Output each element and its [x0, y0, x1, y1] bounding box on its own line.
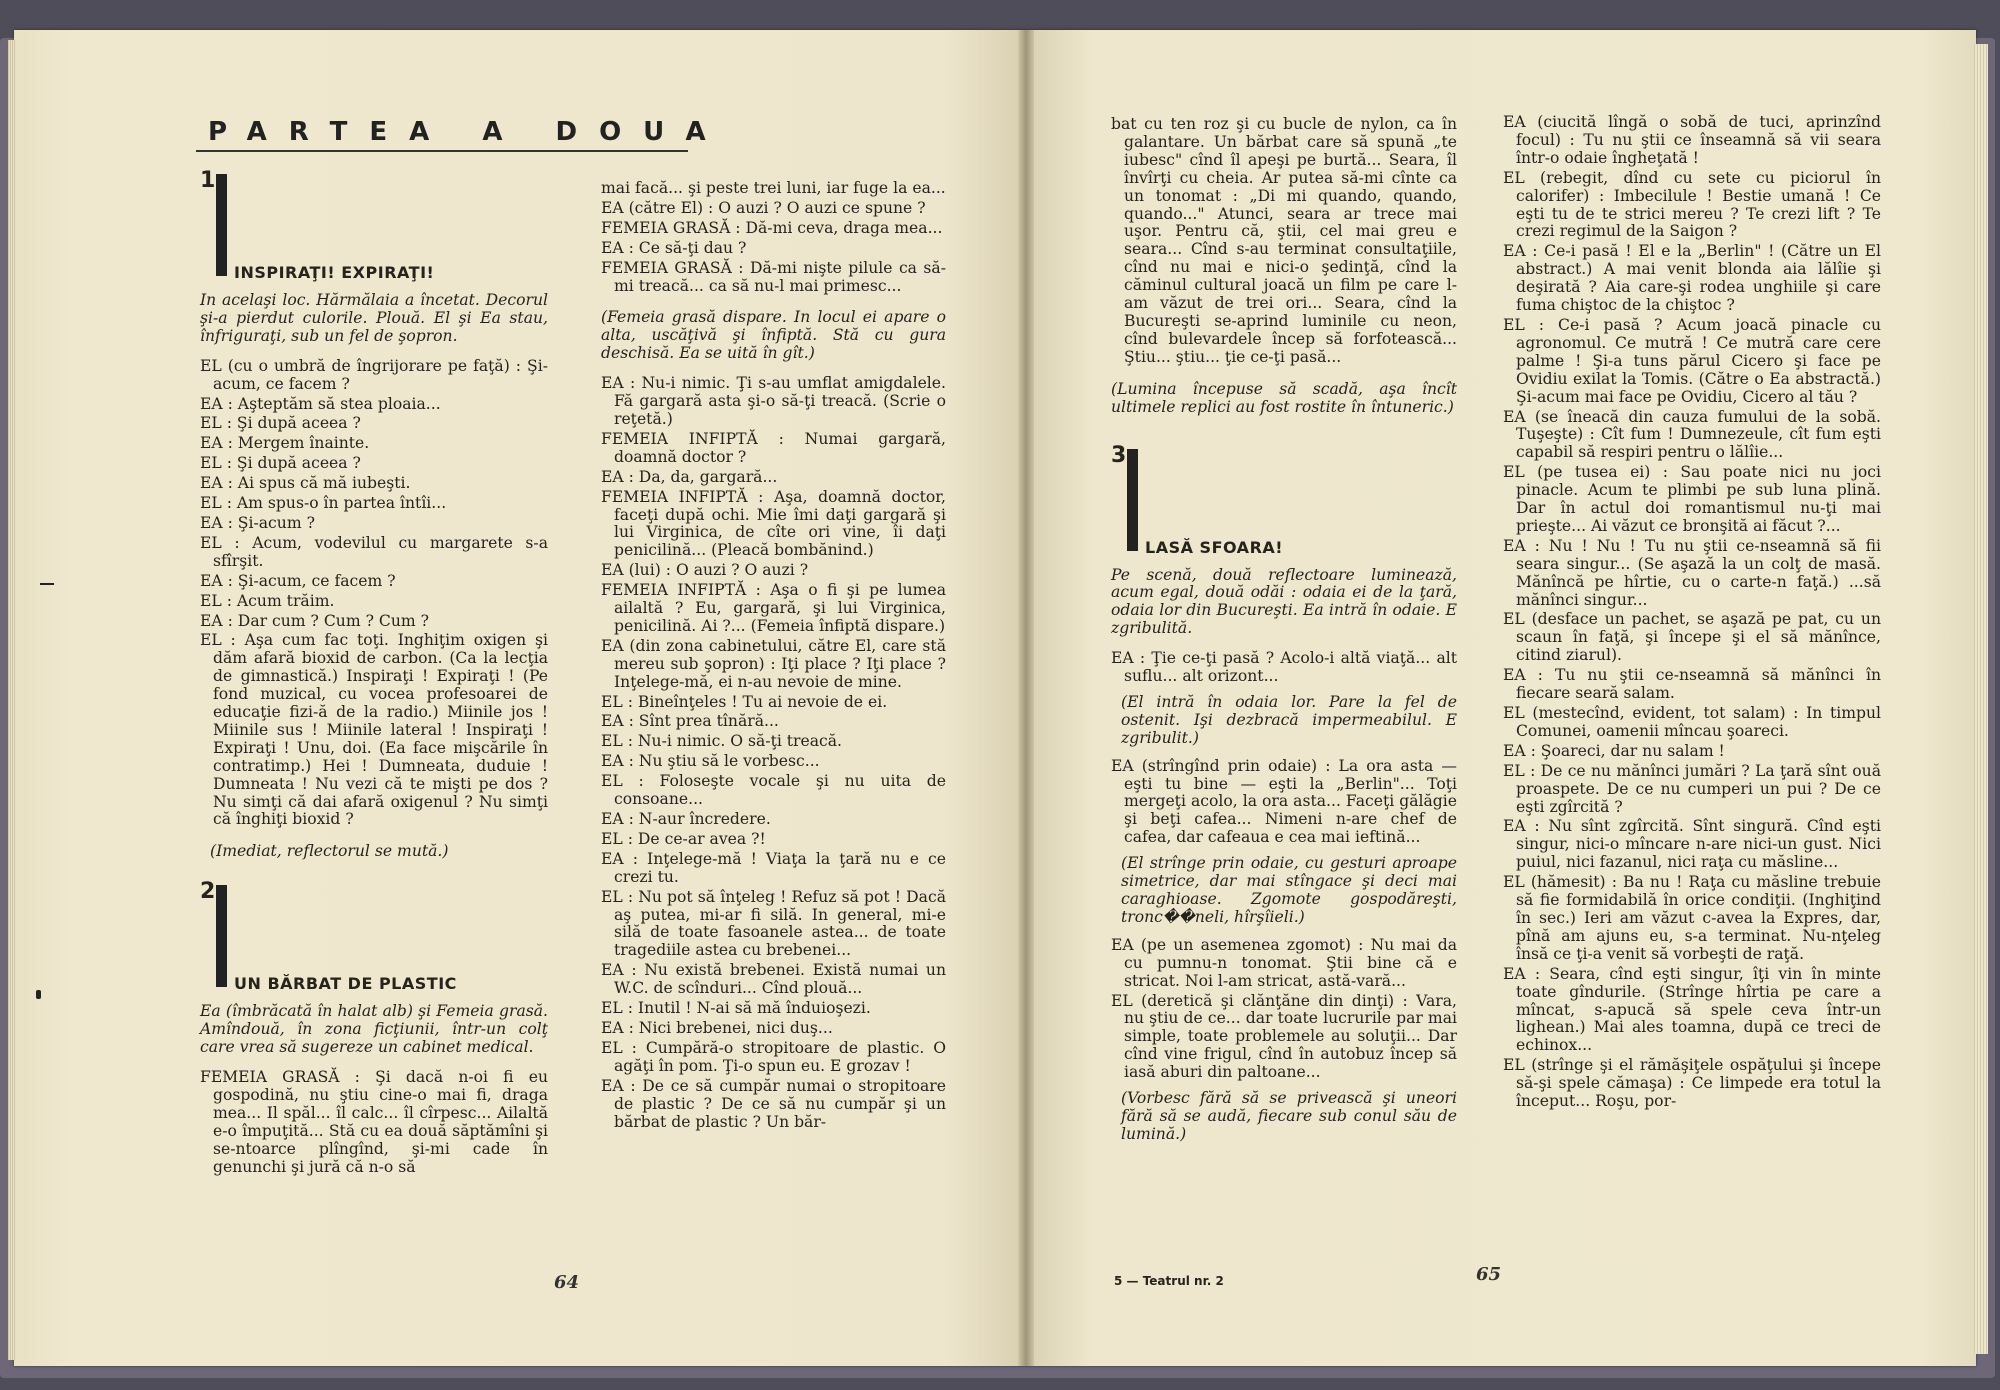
dialogue-line: EA : Tu nu ştii ce-nseamnă să mănînci în fiecare seară salam.: [1503, 666, 1881, 703]
dialogue-line: EA : N-aur încredere.: [601, 810, 771, 828]
dialogue-block: [1503, 114, 1881, 1111]
dialogue-line: EL (pe tusea ei) : Sau poate nici nu joci pinacle. Acum te plimbi pe sub luna plină. Dar în actul doi romantismul nu-ţi mai prieşte... Ai văzut ce bronşită ai făcut ?...: [1503, 463, 1881, 535]
dialogue-line: EA : Ce-i pasă ! El e la „Berlin" ! (Către un El abstract.) A mai venit blonda aia lălîie şi deşirată ? Aia care-şi rodea unghiile şi care fuma chiştoc de la chiştoc ?: [1503, 242, 1881, 315]
left-column-2: [601, 180, 946, 1133]
dialogue-line: EA (ciucită lîngă o sobă de tuci, aprinzînd focul) : Tu nu ştii ce înseamnă să vii seara într-o odaie îngheţată !: [1503, 113, 1881, 167]
dialogue-line: EL (mestecînd, evident, tot salam) : In timpul Comunei, oamenii mîncau şoareci.: [1503, 704, 1881, 740]
dialogue-line: EA : Nu sînt zgîrcită. Sînt singură. Cînd eşti singur, nici-o mîncare n-are nici-un gust. Nici puiul, nici fazanul, nici raţa cu măsline...: [1503, 817, 1881, 872]
margin-mark: [40, 583, 54, 585]
dialogue-line: EA : Nici brebenei, nici duş...: [601, 1018, 833, 1037]
dialogue-line: EL : Şi după aceea ?: [200, 414, 361, 433]
dialogue-line: FEMEIA GRASĂ : Dă-mi nişte pilule ca să-mi treacă... ca să nu-l mai primesc...: [601, 258, 946, 295]
scene-number: 1: [200, 168, 216, 193]
dialogue-line: EA : Nu există brebenei. Există numai un W.C. de scînduri... Cînd plouă...: [601, 961, 946, 998]
stage-direction: (Vorbesc fără să se privească şi uneori fără să se audă, fiecare sub conul său de lumină.): [1121, 1089, 1457, 1143]
dialogue-line: EL (deretică şi clănţăne din dinţi) : Vara, nu ştiu de ce... dar toate lucrurile par mai simple, toate problemele au soluţii... Dar cînd vine frigul, cînd în autobuz încep să iasă aburi din paltoane...: [1111, 991, 1457, 1082]
dialogue-line: EA : Seara, cînd eşti singur, îţi vin în minte toate gîndurile. (Strînge hîrtia pe care a mîncat, s-apucă să spele ceva într-un lighean.) Mai ales toamna, după ce treci de echinox...: [1503, 964, 1881, 1055]
stage-direction: Ea (îmbrăcată în halat alb) şi Femeia grasă. Amîndouă, în zona ficţiunii, într-un colţ care vrea să sugereze un cabinet medical.: [200, 1002, 548, 1057]
dialogue-line: EL : Şi după aceea ?: [200, 454, 361, 473]
dialogue-block: [1111, 650, 1457, 686]
dialogue-block: [200, 358, 548, 830]
dialogue-line: EA : Ai spus că mă iubeşti.: [200, 474, 411, 493]
stage-direction: Pe scenă, două reflectoare luminează, acum egal, două odăi : odaia ei de la ţară, odaia lor din Bucureşti. Ea intră în odaie. E zgribulită.: [1111, 565, 1457, 638]
dialogue-block: [1111, 758, 1457, 848]
dialogue-line: FEMEIA INFIPTĂ : Numai gargară, doamnă doctor ?: [601, 429, 946, 466]
stage-direction: (El strînge prin odaie, cu gesturi aproape simetrice, dar mai stîngace şi deci mai caraghioase. Zgomote gospodăreşti, tronc��neli, hîrşîieli.): [1121, 854, 1457, 926]
dialogue-line: EL : Bineînţeles ! Tu ai nevoie de ei.: [601, 692, 888, 711]
dialogue-line: EL : Am spus-o în partea întîi...: [200, 494, 447, 513]
stage-direction: In acelaşi loc. Hărmălaia a încetat. Decorul şi-a pierdut culorile. Plouă. El şi Ea stau, înfriguraţi, sub un fel de şopron.: [200, 291, 548, 345]
dialogue-line: EA : Nu ştiu să le vorbesc...: [601, 752, 820, 771]
dialogue-line: EL : De ce-ar avea ?!: [601, 829, 766, 848]
dialogue-line: EA : Şi-acum ?: [200, 513, 315, 532]
part-title: PARTEA A DOUA: [208, 117, 728, 147]
dialogue-line: EA : Mergem înainte.: [200, 434, 370, 453]
dialogue-line: EL : De ce nu mănînci jumări ? La ţară sînt ouă proaspete. De ce nu cumperi un pui ? De ce eşti zgîrcită ?: [1503, 761, 1881, 816]
scene-number: 2: [200, 879, 216, 905]
margin-dot: [36, 990, 41, 999]
dialogue-block: [601, 375, 946, 1131]
dialogue-line: EL : Cumpără-o stropitoare de plastic. O agăţi în pom. Ţi-o spun eu. E grozav !: [601, 1038, 946, 1075]
dialogue-line: EL : Acum, vodevilul cu margarete s-a sfîrşit.: [200, 533, 548, 570]
dialogue-line: FEMEIA GRASĂ : Şi dacă n-oi fi eu gospodină, nu ştiu cine-o mai fi, draga mea... Il spăl... îl calc... îl cîrpesc... Ailaltă e-o împuţită... Stă cu ea două săptămîni şi se-ntoarce plîngînd, şi-mi cade în genunchi şi jură că n-o să: [200, 1068, 548, 1176]
dialogue-line: EA : Nu ! Nu ! Tu nu ştii ce-nseamnă să fii seara singur... (Se aşază la un colţ de masă. Mănîncă pe hîrtie, cu o carte-n faţă.) ...să mănînci singur...: [1503, 536, 1881, 609]
dialogue-line: bat cu ten roz şi cu bucle de nylon, ca în galantare. Un bărbat care să spună „te iubesc" cînd îl apeşi pe burtă... Seara, îl învîrţi cu cheia. Ar putea să-mi cînte ca un tonomat : „Di mi quando, quando, quando..." Atunci, seara ar trece mai uşor. Pentru că, ştii, cel mai greu e seara... Cînd s-au terminat consultaţiile, cînd nu mai e nici-o şedinţă, cînd la căminul cultural joacă un film pe care l-am văzut de trei ori... Seara, cînd la Bucureşti se-aprind luminile cu neon, cînd bulevardele încep să forfotească... Ştiu... ştiu... ţie ce-ţi pasă...: [1111, 115, 1457, 366]
stage-direction: (Lumina începuse să scadă, aşa încît ultimele replici au fost rostite în întuneric.): [1111, 379, 1457, 416]
dialogue-line: EL (strînge şi el rămăşiţele ospăţului şi începe să-şi spele cămaşa) : Ce limpede era totul la început... Roşu, por-: [1503, 1056, 1881, 1111]
dialogue-block: [1111, 116, 1457, 367]
scene-bar: [216, 174, 227, 276]
scene-heading: [200, 168, 548, 283]
dialogue-block: [601, 180, 946, 295]
dialogue-line: EL : Ce-i pasă ? Acum joacă pinacle cu agronomul. Ce mutră ! Ce mutră care cere palme ! Şi-a tuns părul Cicero şi face pe Ovidiu exilat la Tomis. (Către o Ea abstractă.) Şi-acum mai face pe Ovidiu, Cicero al tău ?: [1503, 315, 1881, 406]
dialogue-line: EL : Inutil ! N-ai să mă înduioşezi.: [601, 999, 871, 1018]
dialogue-line: EA (se îneacă din cauza fumului de la sobă. Tuşeşte) : Cît fum ! Dumnezeule, cît fum eşti capabil să respiri pentru o lălîie...: [1503, 407, 1881, 462]
scene-title: INSPIRAŢI! EXPIRAŢI!: [234, 263, 435, 283]
right-column-2: [1503, 114, 1881, 1113]
scene-heading: [1111, 442, 1457, 557]
stage-direction: (El intră în odaia lor. Pare la fel de ostenit. Işi dezbracă impermeabilul. E zgribulit.): [1121, 692, 1457, 747]
dialogue-line: EL : Foloseşte vocale şi nu uita de consoane...: [601, 772, 946, 809]
dialogue-line: EA : Inţelege-mă ! Viaţa la ţară nu e ce crezi tu.: [601, 849, 946, 886]
page-number: 65: [1476, 1264, 1502, 1285]
scene-title: UN BĂRBAT DE PLASTIC: [234, 974, 457, 994]
dialogue-line: EL (rebegit, dînd cu sete cu piciorul în calorifer) : Imbecilule ! Bestie umană ! Ce eşti tu de te strici mereu ? Te crezi lift ? Te crezi regimul de la Saigon ?: [1503, 168, 1881, 241]
dialogue-line: EA : Şi-acum, ce facem ?: [200, 571, 396, 590]
book-gutter: [1018, 30, 1034, 1366]
page-number: 64: [554, 1272, 580, 1293]
dialogue-line: EA : Aşteptăm să stea ploaia...: [200, 394, 441, 413]
dialogue-line: EL : Aşa cum fac toţi. Inghiţim oxigen şi dăm afară bioxid de carbon. (Ca la lecţia de gimnastică.) Inspiraţi ! Expiraţi ! (Pe fond muzical, cu vocea profesoarei de educaţie fizi-ă de la radio.) Miinile jos ! Miinile sus ! Miinile lateral ! Inspiraţi ! Expiraţi ! Unu, doi. (Ea face mişcările în contratimp.) Hei ! Dumneata, duduie ! Dumneata ! Nu vezi că te mişti pe dos ? Nu simţi că dai afară oxigenul ? Nu simţi că înghiţi bioxid ?: [200, 631, 548, 829]
scene-title: LASĂ SFOARA!: [1145, 537, 1284, 557]
dialogue-line: EA : Da, da, gargară...: [601, 467, 778, 486]
dialogue-line: EL (cu o umbră de îngrijorare pe faţă) : Şi-acum, ce facem ?: [200, 356, 548, 393]
dialogue-line: EA : Ce să-ţi dau ?: [601, 238, 747, 257]
dialogue-line: EL (desface un pachet, se aşază pe pat, cu un scaun în faţă, şi începe şi el să mănînce, citind ziarul).: [1503, 610, 1881, 665]
dialogue-line: FEMEIA INFIPTĂ : Aşa o fi şi pe lumea ailaltă ? Eu, gargară, şi lui Virginica, penicilină. Ai ?... (Femeia înfiptă dispare.): [601, 581, 946, 635]
right-column-1: [1111, 116, 1457, 1154]
dialogue-line: EL : Nu-i nimic. O să-ţi treacă.: [601, 732, 843, 751]
dialogue-line: EA : Dar cum ? Cum ? Cum ?: [200, 611, 429, 630]
scene-bar: [216, 885, 227, 987]
scene-bar: [1127, 449, 1138, 551]
stage-direction: (Imediat, reflectorul se mută.): [210, 842, 449, 861]
dialogue-line: EA (lui) : O auzi ? O auzi ?: [601, 561, 809, 580]
dialogue-line: EA (strîngînd prin odaie) : La ora asta — eşti tu bine — eşti la „Berlin"... Toţi mergeţi acolo, la ora asta... Faceţi gălăgie şi beţi cafea... Nimeni n-are chef de cafea, dar cafeaua e cea mai ieftină...: [1111, 756, 1457, 847]
dialogue-line: FEMEIA INFIPTĂ : Aşa, doamnă doctor, faceţi după ochi. Mie îmi daţi gargară şi lui Virginica, de cîte ori vine, îi daţi penicilină... (Pleacă bombănind.): [601, 487, 946, 560]
scene-number: 3: [1111, 442, 1127, 468]
dialogue-line: FEMEIA GRASĂ : Dă-mi ceva, draga mea...: [601, 218, 943, 237]
dialogue-line: EA (din zona cabinetului, către El, care stă mereu sub şopron) : Iţi place ? Iţi place ? Inţelege-mă, ei n-au nevoie de mine.: [601, 636, 946, 691]
dialogue-line: mai facă... şi peste trei luni, iar fuge la ea...: [601, 179, 946, 197]
dialogue-line: EA : Şoareci, dar nu salam !: [1503, 741, 1725, 760]
dialogue-line: EA : Ţie ce-ţi pasă ? Acolo-i altă viaţă... alt suflu... alt orizont...: [1111, 649, 1457, 686]
part-title-rule: [196, 150, 688, 152]
left-column-1: [200, 168, 548, 1178]
dialogue-line: EA : Sînt prea tînără...: [601, 712, 779, 731]
dialogue-line: EA : Nu-i nimic. Ţi s-au umflat amigdalele. Fă gargară asta şi-o să-ţi treacă. (Scrie o reţetă.): [601, 374, 946, 428]
dialogue-line: EL : Acum trăim.: [200, 591, 335, 610]
dialogue-line: EA : De ce să cumpăr numai o stropitoare de plastic ? De ce să nu cumpăr şi un bărbat de plastic ? Un băr-: [601, 1076, 946, 1131]
page-footer-label: 5 — Teatrul nr. 2: [1114, 1274, 1224, 1288]
dialogue-line: EA (către El) : O auzi ? O auzi ce spune ?: [601, 198, 926, 217]
dialogue-line: EL : Nu pot să înţeleg ! Refuz să pot ! Dacă aş putea, mi-ar fi silă. In general, mi-e silă de toate fasoanele astea... de toate tragediile astea cu brebenei...: [601, 887, 946, 960]
stage-direction: (Femeia grasă dispare. In locul ei apare o alta, uscăţivă şi înfiptă. Stă cu gura deschisă. Ea se uită în gît.): [601, 308, 946, 363]
dialogue-line: EL (hămesit) : Ba nu ! Raţa cu măsline trebuie să fie formidabilă în orice condiţii. (Inghiţind în sec.) Ieri am văzut c-avea la Expres, dar, pînă am ajuns eu, s-a terminat. Nu-nţeleg însă ce ţi-a venit să vorbeşti de raţă.: [1503, 873, 1881, 963]
dialogue-block: [1111, 937, 1457, 1082]
dialogue-line: EA (pe un asemenea zgomot) : Nu mai da cu pumnu-n tonomat. Ştii bine că e stricat. Noi l-am stricat, astă-vară...: [1111, 935, 1457, 990]
dialogue-block: [200, 1069, 548, 1176]
scene-heading: [200, 879, 548, 994]
